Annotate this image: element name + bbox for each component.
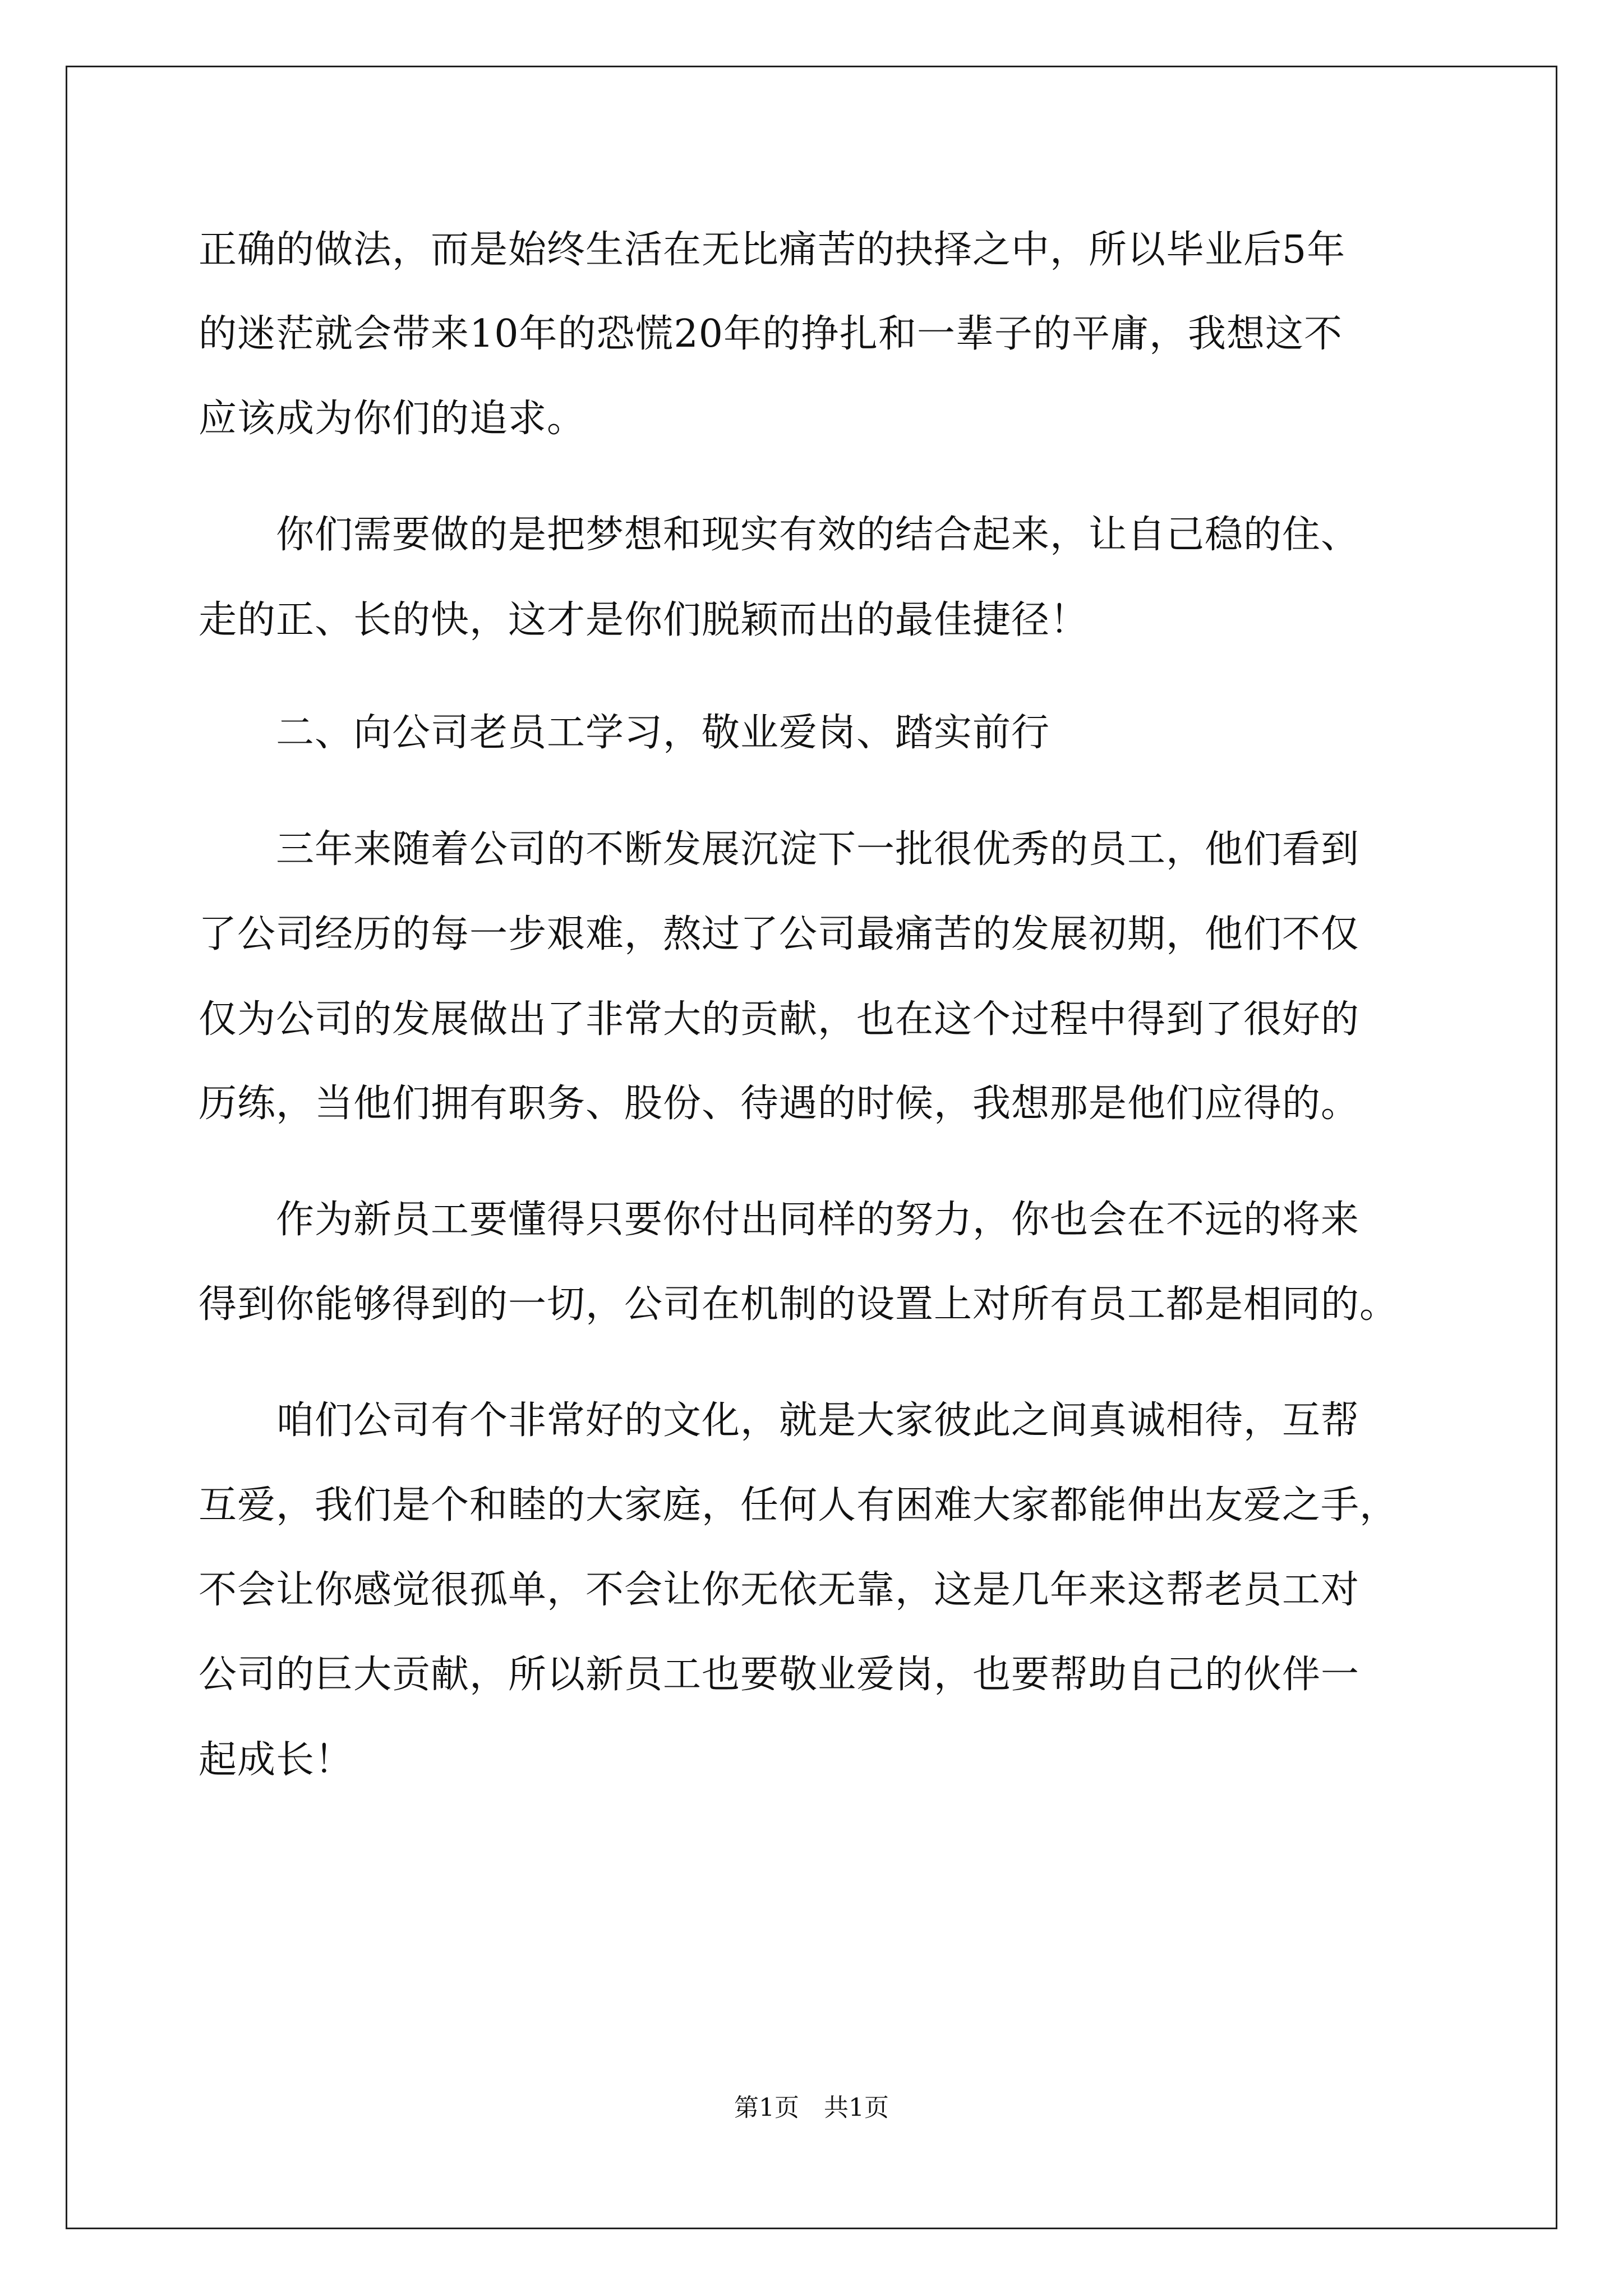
text-line: 公司的巨大贡献，所以新员工也要敬业爱岗，也要帮助自己的伙伴一 xyxy=(199,1653,1360,1697)
text-line: 起成长！ xyxy=(199,1738,354,1782)
text-line: 互爱，我们是个和睦的大家庭，任何人有困难大家都能伸出友爱之手， xyxy=(199,1483,1399,1527)
text-line: 你们需要做的是把梦想和现实有效的结合起来，让自己稳的住、 xyxy=(199,513,1360,557)
text-line: 历练，当他们拥有职务、股份、待遇的时候，我想那是他们应得的。 xyxy=(199,1082,1360,1126)
text-line: 三年来随着公司的不断发展沉淀下一批很优秀的员工，他们看到 xyxy=(199,827,1360,872)
page-footer: 第1页 共1页 xyxy=(734,2093,889,2122)
text-line: 不会让你感觉很孤单，不会让你无依无靠，这是几年来这帮老员工对 xyxy=(199,1568,1360,1612)
text-line: 了公司经历的每一步艰难，熬过了公司最痛苦的发展初期，他们不仅 xyxy=(199,912,1360,956)
text-line: 走的正、长的快，这才是你们脱颖而出的最佳捷径！ xyxy=(199,598,1089,642)
page-border xyxy=(66,66,1557,2229)
text-line: 应该成为你们的追求。 xyxy=(199,397,586,441)
text-line: 作为新员工要懂得只要你付出同样的努力，你也会在不远的将来 xyxy=(199,1198,1360,1242)
text-line: 正确的做法，而是始终生活在无比痛苦的抉择之中，所以毕业后5年 xyxy=(199,228,1346,272)
text-line: 的迷茫就会带来10年的恐慌20年的挣扎和一辈子的平庸，我想这不 xyxy=(199,312,1343,356)
text-line: 咱们公司有个非常好的文化，就是大家彼此之间真诚相待，互帮 xyxy=(199,1398,1360,1443)
text-line: 得到你能够得到的一切，公司在机制的设置上对所有员工都是相同的。 xyxy=(199,1282,1399,1327)
text-line: 仅为公司的发展做出了非常大的贡献，也在这个过程中得到了很好的 xyxy=(199,997,1360,1042)
section-heading: 二、向公司老员工学习，敬业爱岗、踏实前行 xyxy=(199,711,1050,755)
